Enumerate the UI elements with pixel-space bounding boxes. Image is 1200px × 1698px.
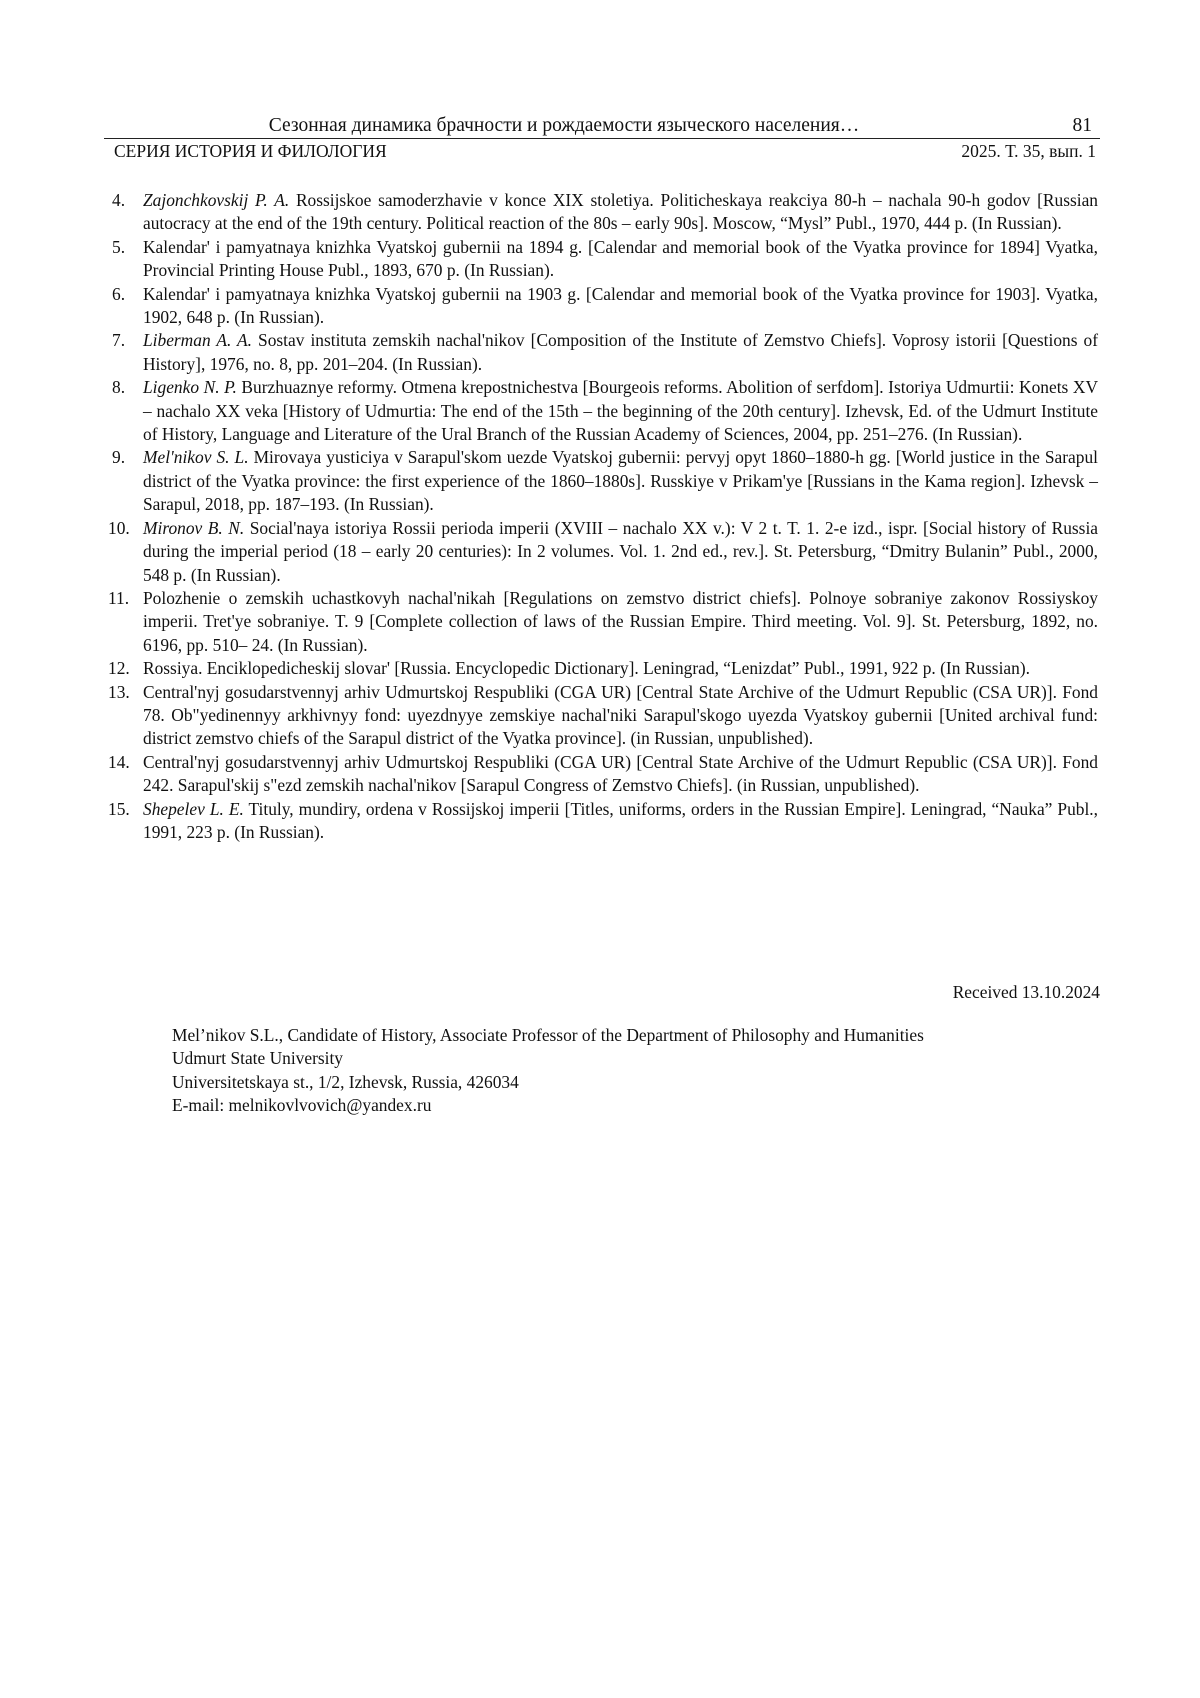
running-head-title: Сезонная динамика брачности и рождаемости языческого населения… [268, 115, 860, 136]
reference-item [112, 329, 1098, 376]
reference-number: 7. [112, 330, 126, 351]
reference-item [112, 446, 1098, 516]
reference-author: Mironov B. N. [143, 517, 245, 538]
reference-number: 9. [112, 447, 126, 468]
reference-text: Polozhenie o zemskih uchastkovyh nachal'nikah [Regulations on zemstvo district chiefs]. Polnoye sobraniye zakonov Rossiyskoy imperii. Tret'ye sobraniye. T. 9 [Complete collection of laws of the Russian Empire. Third meeting. Vol. 9]. St. Petersburg, 1892, no. 6196, pp. 510– 24. (In Russian). [143, 587, 1098, 655]
reference-item [108, 751, 1098, 798]
header-rule [104, 138, 1100, 139]
author-name-position: Mel’nikov S.L., Candidate of History, Associate Professor of the Department of Philosophy and Humanities [172, 1025, 924, 1045]
running-head [104, 114, 1100, 162]
reference-text: Kalendar' i pamyatnaya knizhka Vyatskoj gubernii na 1903 g. [Calendar and memorial book of the Vyatka province for 1903]. Vyatka, 1902, 648 p. (In Russian). [143, 283, 1098, 328]
reference-number: 10. [108, 517, 130, 538]
reference-text: Central'nyj gosudarstvennyj arhiv Udmurtskoj Respubliki (CGA UR) [Central State Archive of the Udmurt Republic (CSA UR)]. Fond 242. Sarapul'skij s"ezd zemskih nachal'nikov [Sarapul Congress of Zemstvo Chiefs]. (in Russian, unpublished). [143, 751, 1098, 796]
reference-number: 6. [112, 283, 126, 304]
reference-item [108, 517, 1098, 587]
running-head-top-line [104, 114, 1100, 138]
reference-author: Zajonchkovskij P. A. [143, 190, 290, 210]
reference-author: Shepelev L. E. [143, 798, 244, 819]
reference-number: 12. [108, 658, 130, 679]
reference-number: 8. [112, 377, 126, 398]
received-date: Received 13.10.2024 [952, 982, 1100, 1002]
author-email: E-mail: melnikovlvovich@yandex.ru [172, 1095, 432, 1116]
reference-text: Social'naya istoriya Rossii perioda imperii (XVIII – nachalo XX v.): V 2 t. T. 1. 2-e izd., ispr. [Social history of Russia during the imperial period (18 – early 20 centuries): In 2 volumes. Vol. 1. 2nd ed., rev.]. St. Petersburg, “Dmitry Bulanin” Publ., 2000, 548 p. (In Russian). [143, 517, 1098, 585]
reference-item [112, 236, 1098, 283]
reference-item [108, 798, 1098, 845]
reference-author: Mel'nikov S. L. [143, 447, 249, 468]
page-number: 81 [1072, 115, 1092, 136]
author-address: Universitetskaya st., 1/2, Izhevsk, Russia, 426034 [172, 1071, 519, 1092]
reference-item [108, 681, 1098, 751]
reference-item [112, 283, 1098, 330]
reference-number: 5. [112, 236, 126, 257]
reference-text: Mirovaya yusticiya v Sarapul'skom uezde Vyatskoj gubernii: pervyj opyt 1860–1880-h gg. [World justice in the Sarapul district of the Vyatka province: the first experience of the 1860–1880s]. Russkiye v Prikam'ye [Russians in the Kama region]. Izhevsk – Sarapul, 2018, pp. 187–193. (In Russian). [143, 447, 1098, 515]
reference-item [112, 189, 1098, 236]
reference-item [108, 587, 1098, 657]
reference-number: 4. [112, 190, 126, 210]
reference-list [108, 189, 1098, 844]
author-affiliation: Udmurt State University [172, 1048, 343, 1069]
reference-number: 11. [108, 587, 130, 608]
reference-item [108, 657, 1098, 680]
reference-author: Liberman A. A. [143, 330, 253, 351]
reference-number: 15. [108, 798, 130, 819]
journal-issue: 2025. Т. 35, вып. 1 [961, 141, 1096, 161]
reference-author: Ligenko N. P. [143, 377, 237, 398]
reference-text: Rossijskoe samoderzhavie v konce XIX stoletiya. Politicheskaya reakciya 80-h – nachala 90-h godov [Russian autocracy at the end of the 19th century. Political reaction of the 80s – early 90s]. Moscow, “Mysl” Publ., 1970, 444 p. (In Russian). [143, 190, 1098, 234]
author-info [172, 1024, 924, 1118]
reference-text: Sostav instituta zemskih nachal'nikov [Composition of the Institute of Zemstvo Chiefs]. Voprosy istorii [Questions of History], 1976, no. 8, pp. 201–204. (In Russian). [143, 330, 1098, 374]
reference-number: 14. [108, 751, 130, 772]
reference-item [112, 376, 1098, 446]
reference-text: Tituly, mundiry, ordena v Rossijskoj imperii [Titles, uniforms, orders in the Russian Empire]. Leningrad, “Nauka” Publ., 1991, 223 p. (In Russian). [143, 798, 1098, 842]
journal-series: СЕРИЯ ИСТОРИЯ И ФИЛОЛОГИЯ [114, 141, 387, 161]
reference-text: Central'nyj gosudarstvennyj arhiv Udmurtskoj Respubliki (CGA UR) [Central State Archive of the Udmurt Republic (CSA UR)]. Fond 78. Ob"yedinennyy arkhivnyy fond: uyezdnyye zemskiye nachal'niki Sarapul'skogo uyezda Vyatskoy gubernii [United archival fund: district zemstvo chiefs of the Sarapul district of the Vyatka province]. (in Russian, unpublished). [143, 681, 1098, 749]
reference-text: Kalendar' i pamyatnaya knizhka Vyatskoj gubernii na 1894 g. [Calendar and memorial book of the Vyatka province for 1894] Vyatka, Provincial Printing House Publ., 1893, 670 p. (In Russian). [143, 236, 1098, 281]
running-head-bottom-line [104, 140, 1100, 162]
reference-number: 13. [108, 681, 130, 702]
reference-text: Rossiya. Enciklopedicheskij slovar' [Russia. Encyclopedic Dictionary]. Leningrad, “Lenizdat” Publ., 1991, 922 p. (In Russian). [143, 658, 1030, 679]
reference-text: Burzhuaznye reformy. Otmena krepostnichestva [Bourgeois reforms. Abolition of serfdom]. Istoriya Udmurtii: Konets XV – nachalo XX veka [History of Udmurtia: The end of the 15th – the beginning of the 20th century]. Izhevsk, Ed. of the Udmurt Institute of History, Language and Literature of the Ural Branch of the Russian Academy of Sciences, 2004, pp. 251–276. (In Russian). [143, 377, 1098, 445]
